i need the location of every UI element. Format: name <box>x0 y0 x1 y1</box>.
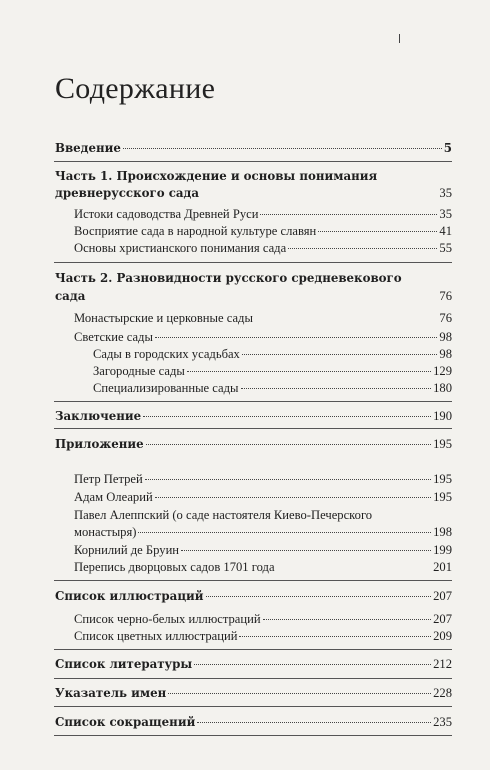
toc-entry-label: Истоки садоводства Древней Руси <box>74 207 259 221</box>
divider <box>54 735 452 736</box>
divider <box>54 161 452 162</box>
page-title: Содержание <box>55 72 216 105</box>
leader-space <box>277 567 432 568</box>
toc-entry-label: Приложение <box>55 437 144 451</box>
toc-entry-label: Указатель имен <box>55 686 167 700</box>
toc-entry-label: Введение <box>55 141 121 155</box>
toc-entry-p2-s2b <box>93 364 452 379</box>
toc-entry-label: Список черно-белых иллюстраций <box>74 612 261 626</box>
divider <box>54 580 452 581</box>
toc-entry-label: Перепись дворцовых садов 1701 года <box>74 560 275 574</box>
leader-dots <box>239 635 431 637</box>
toc-entry-p1-s3 <box>74 241 452 256</box>
toc-entry-names <box>55 686 452 701</box>
toc-entry-label: Сады в городских усадьбах <box>93 347 240 361</box>
toc-entry-part2 <box>55 289 452 304</box>
leader-dots <box>155 336 437 338</box>
toc-page-number: 41 <box>439 224 452 238</box>
toc-entry-conclusion <box>55 409 452 424</box>
toc-entry-literature <box>55 657 452 672</box>
toc-entry-ap-3 <box>74 525 452 540</box>
leader-dots <box>138 531 431 533</box>
leader-dots <box>241 387 432 389</box>
divider <box>54 678 452 679</box>
toc-entry-label: Петр Петрей <box>74 472 143 486</box>
toc-page-number: 76 <box>439 289 452 303</box>
toc-entry-label: Восприятие сада в народной культуре славян <box>74 224 317 238</box>
divider <box>54 649 452 650</box>
toc-entry-label: древнерусского сада <box>55 186 200 200</box>
toc-entry-label: Список литературы <box>55 657 193 671</box>
leader-dots <box>260 213 437 215</box>
toc-entry-label: Список сокращений <box>55 715 196 729</box>
toc-entry-ap-2 <box>74 490 452 505</box>
toc-entry-p1-s1 <box>74 207 452 222</box>
toc-page-number: 207 <box>433 612 452 626</box>
leader-dots <box>123 147 442 149</box>
toc-page-number: 235 <box>433 715 452 729</box>
toc-part2-line1: Часть 2. Разновидности русского средневекового <box>55 271 402 285</box>
toc-entry-label: Монастырские и церковные сады <box>74 311 253 325</box>
leader-space <box>201 193 437 194</box>
leader-space <box>87 296 437 297</box>
toc-page-number: 129 <box>433 364 452 378</box>
toc-entry-label: Заключение <box>55 409 142 423</box>
toc-entry-label: Основы христианского понимания сада <box>74 241 287 255</box>
toc-entry-label: сада <box>55 289 86 303</box>
divider <box>54 401 452 402</box>
divider <box>54 262 452 263</box>
toc-page-number: 35 <box>439 186 452 200</box>
leader-dots <box>288 247 437 249</box>
toc-entry-label: Светские сады <box>74 330 153 344</box>
leader-dots <box>143 415 431 417</box>
toc-entry-label: Корнилий де Бруин <box>74 543 180 557</box>
toc-page-number: 195 <box>433 490 452 504</box>
toc-page-number: 5 <box>443 141 452 155</box>
toc-page-number: 76 <box>439 311 452 325</box>
toc-page-number: 207 <box>433 589 452 603</box>
toc-page-number: 198 <box>433 525 452 539</box>
leader-dots <box>168 692 431 694</box>
toc-page-number: 180 <box>433 381 452 395</box>
toc-entry-il-2 <box>74 629 452 644</box>
toc-page-number: 98 <box>439 330 452 344</box>
leader-dots <box>155 496 431 498</box>
toc-page-number: 190 <box>433 409 452 423</box>
toc-entry-ap-4 <box>74 543 452 558</box>
toc-entry-appendix <box>55 437 452 452</box>
toc-page-number: 228 <box>433 686 452 700</box>
toc-entry-intro <box>55 141 452 156</box>
leader-dots <box>263 618 432 620</box>
toc-entry-label: Адам Олеарий <box>74 490 153 504</box>
toc-entry-label: Загородные сады <box>93 364 185 378</box>
leader-dots <box>318 230 437 232</box>
toc-ap-3-line1: Павел Алеппский (о саде настоятеля Киево-Печерского <box>74 508 373 522</box>
toc-entry-label: Список цветных иллюстраций <box>74 629 238 643</box>
toc-entry-label: Специализированные сады <box>93 381 239 395</box>
divider <box>54 428 452 429</box>
toc-part1-line1: Часть 1. Происхождение и основы понимания <box>55 169 378 183</box>
toc-entry-label: Список иллюстраций <box>55 589 204 603</box>
toc-entry-p2-s2a <box>93 347 452 362</box>
toc-entry-p2-s1 <box>74 311 452 326</box>
toc-entry-p2-s2 <box>74 330 452 345</box>
toc-page-number: 201 <box>433 560 452 574</box>
toc-entry-part1 <box>55 186 452 201</box>
leader-dots <box>181 549 431 551</box>
leader-dots <box>242 353 438 355</box>
toc-page-number: 35 <box>439 207 452 221</box>
toc-entry-p1-s2 <box>74 224 452 239</box>
leader-space <box>255 318 437 319</box>
toc-entry-label: монастыря) <box>74 525 137 539</box>
pencil-mark <box>399 34 400 43</box>
toc-entry-p2-s2c <box>93 381 452 396</box>
leader-dots <box>197 721 431 723</box>
leader-dots <box>145 478 431 480</box>
toc-entry-ap-1 <box>74 472 452 487</box>
leader-dots <box>187 370 431 372</box>
divider <box>54 706 452 707</box>
toc-entry-ap-5 <box>74 560 452 575</box>
leader-dots <box>146 443 431 445</box>
toc-entry-il-1 <box>74 612 452 627</box>
toc-page-number: 212 <box>433 657 452 671</box>
toc-page-number: 55 <box>439 241 452 255</box>
leader-dots <box>206 595 432 597</box>
toc-entry-abbrev <box>55 715 452 730</box>
toc-page-number: 209 <box>433 629 452 643</box>
toc-page-number: 195 <box>433 472 452 486</box>
leader-dots <box>194 663 431 665</box>
toc-page-number: 195 <box>433 437 452 451</box>
toc-page-number: 98 <box>439 347 452 361</box>
toc-entry-illustrations <box>55 589 452 604</box>
toc-page-number: 199 <box>433 543 452 557</box>
